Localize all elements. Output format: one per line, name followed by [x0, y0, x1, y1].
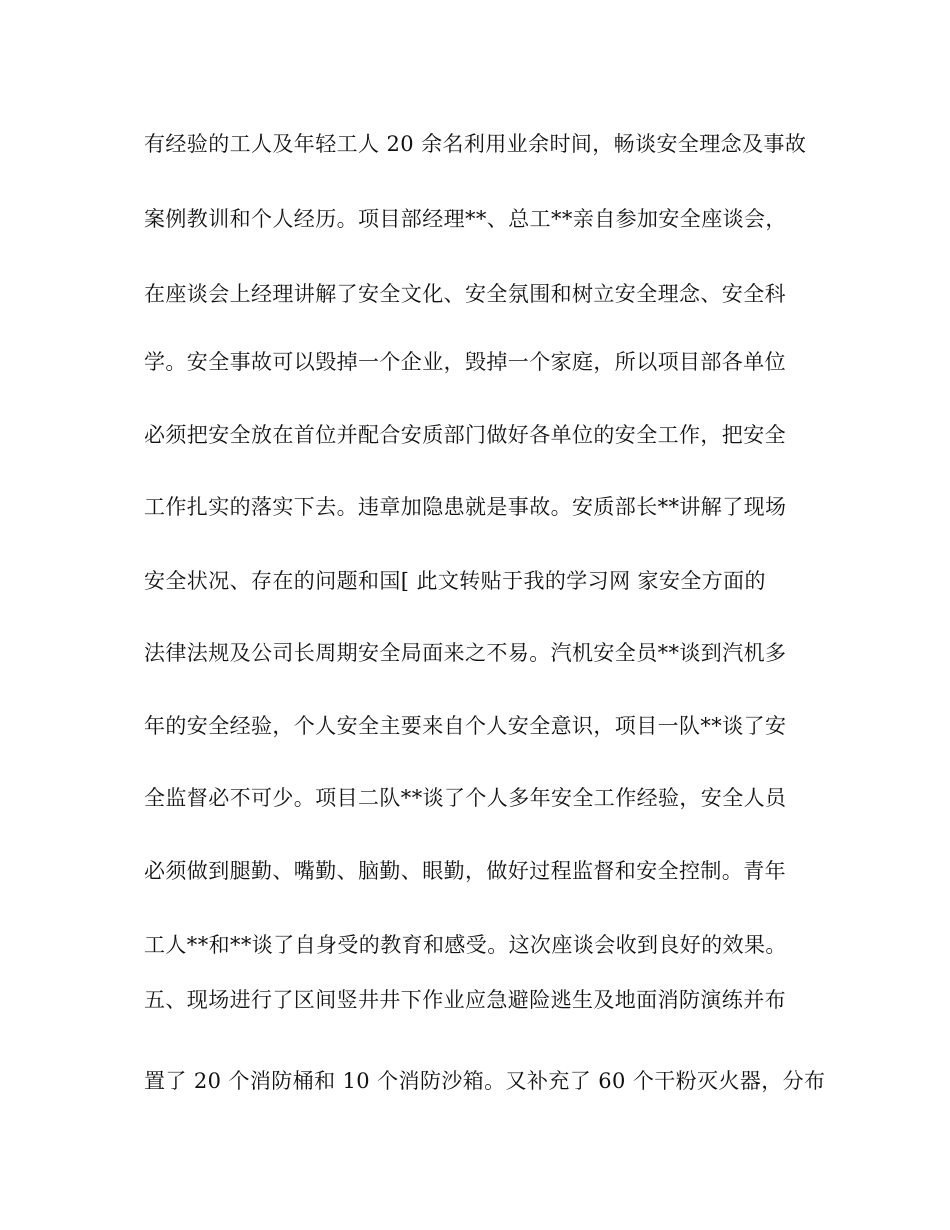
paragraph-line: 年的安全经验，个人安全主要来自个人安全意识，项目一队**谈了安 — [144, 714, 787, 738]
paragraph-line: 五、现场进行了区间竖井井下作业应急避险逃生及地面消防演练并布 — [144, 988, 786, 1012]
paragraph-line: 必须做到腿勤、嘴勤、脑勤、眼勤，做好过程监督和安全控制。青年 — [144, 859, 786, 883]
paragraph-line: 工人**和**谈了自身受的教育和感受。这次座谈会收到良好的效果。 — [144, 933, 787, 957]
paragraph-line: 有经验的工人及年轻工人 20 余名利用业余时间，畅谈安全理念及事故 — [144, 132, 807, 156]
paragraph-line: 全监督必不可少。项目二队**谈了个人多年安全工作经验，安全人员 — [144, 786, 787, 810]
paragraph-line: 工作扎实的落实下去。违章加隐患就是事故。安质部长**讲解了现场 — [144, 495, 787, 519]
paragraph-line: 置了 20 个消防桶和 10 个消防沙箱。又补充了 60 个干粉灭火器，分布 — [144, 1069, 826, 1093]
paragraph-line: 学。安全事故可以毁掉一个企业，毁掉一个家庭，所以项目部各单位 — [144, 350, 786, 374]
paragraph-line: 必须把安全放在首位并配合安质部门做好各单位的安全工作，把安全 — [144, 423, 786, 447]
paragraph-line: 案例教训和个人经历。项目部经理**、总工**亲自参加安全座谈会， — [144, 207, 787, 231]
paragraph-line: 在座谈会上经理讲解了安全文化、安全氛围和树立安全理念、安全科 — [144, 282, 786, 306]
paragraph-line: 法律法规及公司长周期安全局面来之不易。汽机安全员**谈到汽机多 — [144, 641, 787, 665]
paragraph-line: 安全状况、存在的问题和国[ 此文转贴于我的学习网 家安全方面的 — [144, 569, 766, 593]
